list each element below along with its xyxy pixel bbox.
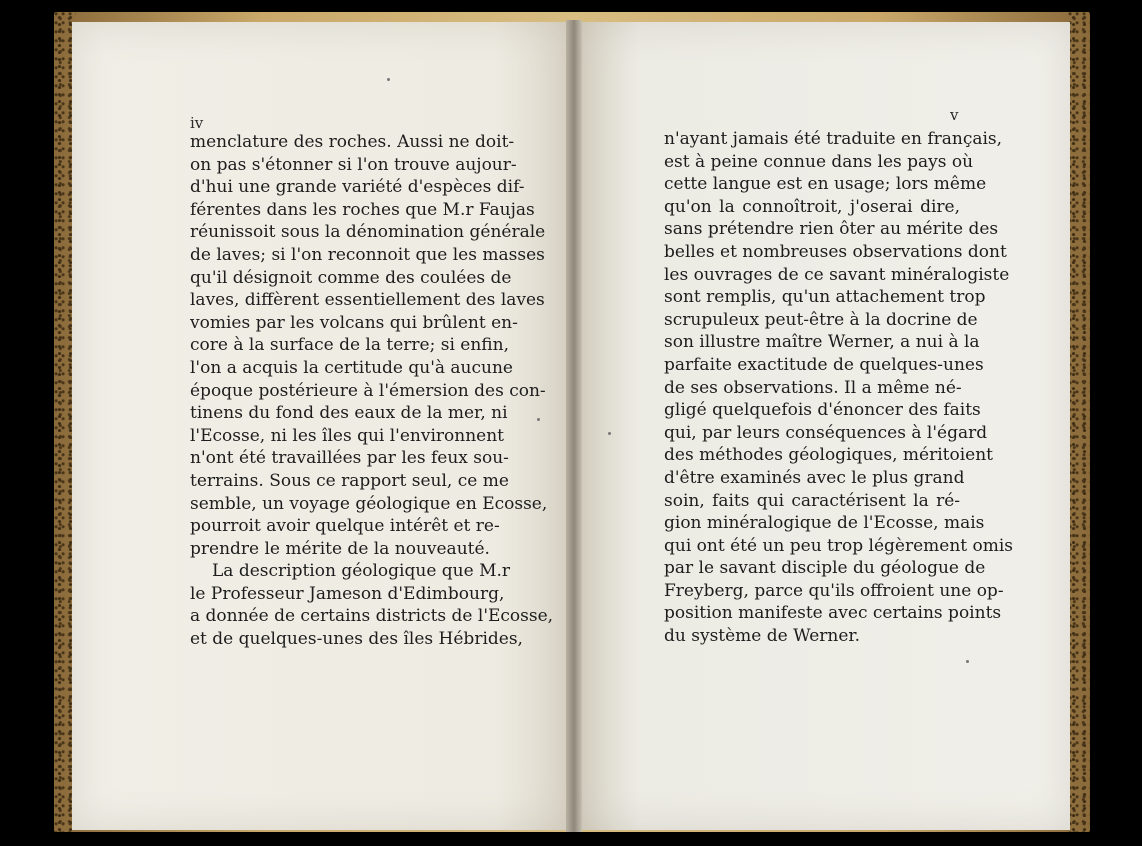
text-line: et de quelques-unes des îles Hébrides, (190, 629, 523, 650)
text-line: qui ont été un peu trop légèrement omis (664, 535, 1014, 556)
book-gutter (566, 20, 582, 832)
text-line: n'ont été travaillées par les feux sou- (190, 448, 509, 469)
text-line: belles et nombreuses observations dont (664, 241, 1007, 262)
text-line: semble, un voyage géologique en Ecosse, (190, 493, 548, 514)
text-line: menclature des roches. Aussi ne doit- (190, 132, 515, 152)
text-line: les ouvrages de ce savant minéralogiste (664, 264, 1010, 285)
text-line: n'ayant jamais été traduite en français, (664, 129, 1003, 149)
text-line: du système de Werner. (664, 626, 861, 647)
text-line: l'on a acquis la certitude qu'à aucune (190, 357, 513, 378)
text-line: vomies par les volcans qui brûlent en- (190, 312, 518, 333)
text-line: le Professeur Jameson d'Edimbourg, (190, 583, 505, 604)
text-line: tinens du fond des eaux de la mer, ni (190, 403, 508, 424)
text-line: core à la surface de la terre; si enfin, (190, 335, 509, 356)
text-line: par le savant disciple du géologue de (664, 558, 986, 579)
text-line: Freyberg, parce qu'ils offroient une op- (664, 580, 1004, 601)
text-line: époque postérieure à l'émersion des con- (190, 380, 546, 401)
text-line: laves, diffèrent essentiellement des laves (190, 290, 545, 311)
text-line: scrupuleux peut-être à la docrine de (664, 309, 978, 330)
text-line: position manifeste avec certains points (664, 603, 1002, 624)
text-line: d'hui une grande variété d'espèces dif- (190, 177, 525, 198)
text-line: La description géologique que M.r (212, 561, 511, 582)
right-page-text (664, 128, 1014, 648)
text-line: des méthodes géologiques, méritoient (664, 445, 994, 466)
left-page-text (190, 131, 554, 651)
text-line: qui, par leurs conséquences à l'égard (664, 422, 988, 443)
right-page-number: v (950, 106, 959, 124)
text-line: pourroit avoir quelque intérêt et re- (190, 516, 500, 537)
text-line: est à peine connue dans les pays où (664, 151, 974, 172)
text-line: prendre le mérite de la nouveauté. (190, 538, 490, 559)
left-page-number: iv (190, 114, 204, 132)
text-line: soin, faits qui caractérisent la ré- (664, 490, 960, 511)
text-line: a donnée de certains districts de l'Ecosse, (190, 606, 554, 627)
text-line: de laves; si l'on reconnoit que les masses (190, 244, 545, 265)
text-line: cette langue est en usage; lors même (664, 174, 987, 195)
text-line: l'Ecosse, ni les îles qui l'environnent (190, 425, 505, 446)
text-line: son illustre maître Werner, a nui à la (664, 332, 980, 353)
text-line: on pas s'étonner si l'on trouve aujour- (190, 154, 517, 175)
text-line: de ses observations. Il a même né- (664, 377, 962, 398)
text-line: d'être examinés avec le plus grand (664, 467, 965, 488)
text-line: terrains. Sous ce rapport seul, ce me (190, 470, 509, 491)
text-line: qu'il désignoit comme des coulées de (190, 267, 512, 288)
text-line: sans prétendre rien ôter au mérite des (664, 219, 999, 240)
text-line: sont remplis, qu'un attachement trop (664, 287, 986, 308)
text-line: réunissoit sous la dénomination générale (190, 222, 546, 243)
text-line: férentes dans les roches que M.r Faujas (190, 199, 535, 220)
marbled-edge-right (1068, 12, 1090, 832)
text-line: qu'on la connoîtroit, j'oserai dire, (664, 196, 960, 217)
text-line: gion minéralogique de l'Ecosse, mais (664, 513, 985, 534)
text-line: gligé quelquefois d'énoncer des faits (664, 400, 981, 421)
text-line: parfaite exactitude de quelques-unes (664, 354, 984, 375)
